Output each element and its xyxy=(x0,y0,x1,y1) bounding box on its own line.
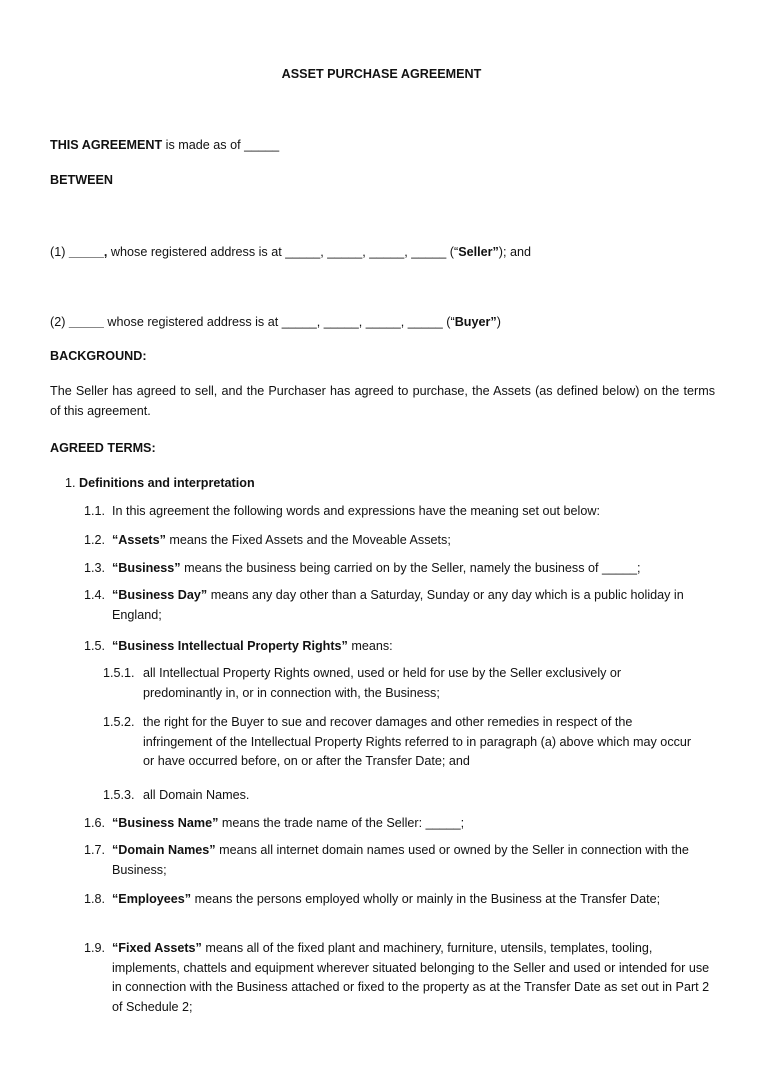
item-text xyxy=(112,586,694,625)
list-item xyxy=(84,890,694,910)
list-item xyxy=(84,814,714,834)
party-1-suffix: ); and xyxy=(498,245,532,259)
list-item xyxy=(84,841,714,880)
party-1-number: (1) xyxy=(50,245,69,259)
item-body: the right for the Buyer to sue and recover damages and other remedies in respect of the infringement of the Intellectual Property Rights referred to in paragraph (a) above which may occur or have occurred before, on or after the Transfer Date; and xyxy=(143,715,692,768)
list-item xyxy=(103,786,693,806)
item-body: In this agreement the following words and expressions have the meaning set out below: xyxy=(112,504,600,518)
section-1-heading xyxy=(65,476,255,491)
item-number: 1.5.3. xyxy=(103,788,135,802)
list-item xyxy=(84,531,714,551)
item-body: means any day other than a Saturday, Sunday or any day which is a public holiday in England; xyxy=(112,588,684,622)
item-text xyxy=(143,713,693,772)
item-number: 1.5.2. xyxy=(103,715,135,729)
item-body: means all internet domain names used or owned by the Seller in connection with the Business; xyxy=(112,843,689,877)
party-2-address: whose registered address is at _____, _____, _____, _____ (“ xyxy=(103,315,455,329)
intro-bold: THIS AGREEMENT xyxy=(50,138,163,152)
item-body: means the persons employed wholly or mainly in the Business at the Transfer Date; xyxy=(191,892,661,906)
party-2-number: (2) xyxy=(50,315,69,329)
agreed-terms-heading: AGREED TERMS: xyxy=(50,441,156,455)
item-text xyxy=(112,637,714,657)
item-number: 1.7. xyxy=(84,843,106,857)
list-item xyxy=(84,502,714,522)
list-item xyxy=(84,586,694,625)
item-text xyxy=(112,559,714,579)
party-2-name-blank: _____ xyxy=(68,315,104,329)
item-text xyxy=(143,786,693,806)
party-2 xyxy=(50,315,501,330)
item-term: “Fixed Assets” xyxy=(112,941,202,955)
item-body: all Domain Names. xyxy=(143,788,250,802)
item-number: 1.9. xyxy=(84,941,106,955)
document-title: ASSET PURCHASE AGREEMENT xyxy=(281,67,482,81)
item-number: 1.5. xyxy=(84,639,106,653)
between-heading: BETWEEN xyxy=(50,173,113,187)
item-body: means all of the fixed plant and machinery, furniture, utensils, templates, tooling, implements, chattels and equipment wherever situated belonging to the Seller and used or intended for use in connection with the Business attached or fixed to the property as at the Transfer Date as set out in Part 2 of Schedule 2; xyxy=(112,941,710,1014)
item-body: means: xyxy=(347,639,393,653)
section-1-title: Definitions and interpretation xyxy=(79,476,255,490)
item-term: “Business Name” xyxy=(112,816,219,830)
item-body: means the trade name of the Seller: _____; xyxy=(218,816,465,830)
item-number: 1.4. xyxy=(84,588,106,602)
party-2-role: Buyer” xyxy=(454,315,497,329)
item-text xyxy=(112,502,714,522)
party-2-suffix: ) xyxy=(496,315,501,329)
item-body: means the Fixed Assets and the Moveable Assets; xyxy=(165,533,451,547)
item-body: all Intellectual Property Rights owned, used or held for use by the Seller exclusively or predominantly in, or in connection with, the Business; xyxy=(143,666,622,700)
list-item xyxy=(103,664,693,703)
party-1 xyxy=(50,245,531,260)
background-heading: BACKGROUND: xyxy=(50,349,147,363)
item-term: “Assets” xyxy=(112,533,166,547)
item-term: “Employees” xyxy=(112,892,192,906)
intro-line xyxy=(50,138,279,153)
list-item xyxy=(84,939,714,1017)
item-text xyxy=(112,814,714,834)
list-item xyxy=(103,713,693,772)
background-text: The Seller has agreed to sell, and the Purchaser has agreed to purchase, the Assets (as defined below) on the terms of this agreement. xyxy=(50,384,715,418)
party-1-name-blank: _____, xyxy=(68,245,108,259)
item-number: 1.6. xyxy=(84,816,106,830)
item-body: means the business being carried on by the Seller, namely the business of _____; xyxy=(180,561,641,575)
item-number: 1.2. xyxy=(84,533,106,547)
item-term: “Business Day” xyxy=(112,588,208,602)
item-number: 1.3. xyxy=(84,561,106,575)
item-number: 1.8. xyxy=(84,892,106,906)
party-1-role: Seller” xyxy=(458,245,499,259)
item-text xyxy=(112,531,714,551)
item-text xyxy=(112,841,714,880)
list-item xyxy=(84,637,714,657)
item-number: 1.5.1. xyxy=(103,666,135,680)
intro-rest: is made as of _____ xyxy=(162,138,280,152)
item-number: 1.1. xyxy=(84,504,106,518)
item-term: “Business Intellectual Property Rights” xyxy=(112,639,348,653)
item-text xyxy=(112,939,714,1017)
item-term: “Business” xyxy=(112,561,181,575)
list-item xyxy=(84,559,714,579)
party-1-address: whose registered address is at _____, _____, _____, _____ (“ xyxy=(107,245,459,259)
item-text xyxy=(143,664,693,703)
item-term: “Domain Names” xyxy=(112,843,216,857)
item-text xyxy=(112,890,694,910)
section-1-number: 1. xyxy=(65,476,76,490)
